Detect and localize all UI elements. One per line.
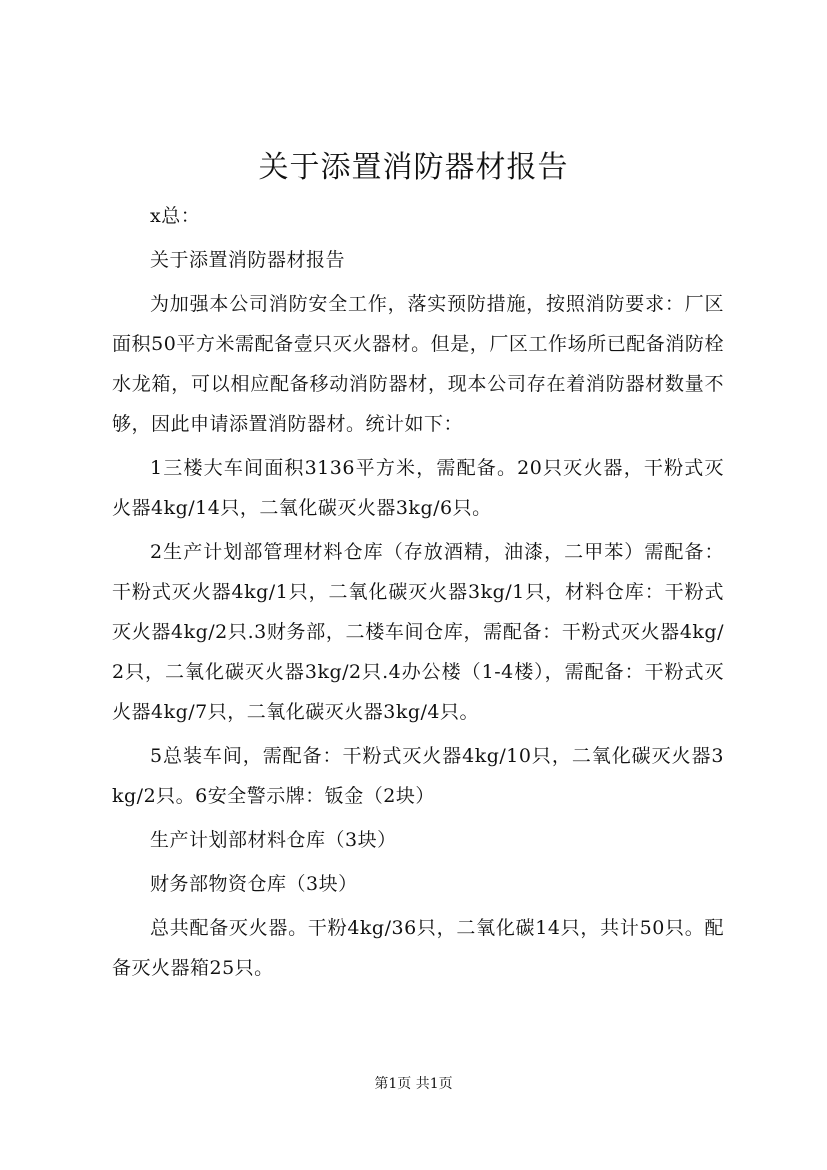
paragraph-item-5: 5总装车间，需配备：干粉式灭火器4kg/10只，二氧化碳灭火器3kg/2只。6安全警示牌：钣金（2块） (112, 745, 724, 807)
paragraph-summary: 总共配备灭火器。干粉4kg/36只，二氧化碳14只，共计50只。配备灭火器箱25只。 (112, 917, 724, 979)
paragraph-item-2: 2生产计划部管理材料仓库（存放酒精，油漆，二甲苯）需配备：干粉式灭火器4kg/1只，二氧化碳灭火器3kg/1只，材料仓库：干粉式灭火器4kg/2只.3财务部，二楼车间仓库，需配备：干粉式灭火器4kg/2只，二氧化碳灭火器3kg/2只.4办公楼（1-4楼），需配备：干粉式灭火器4kg/7只，二氧化碳灭火器3kg/4只。 (112, 541, 724, 723)
subject-line: 关于添置消防器材报告 (150, 249, 346, 271)
document-title: 关于添置消防器材报告 (258, 150, 569, 185)
paragraph-sign-2: 财务部物资仓库（3块） (150, 873, 358, 895)
salutation: x总： (150, 205, 201, 227)
paragraph-sign-1: 生产计划部材料仓库（3块） (150, 829, 397, 851)
paragraph-item-1: 1三楼大车间面积3136平方米，需配备。20只灭火器，干粉式灭火器4kg/14只，二氧化碳灭火器3kg/6只。 (112, 457, 724, 519)
paragraph-intro: 为加强本公司消防安全工作，落实预防措施，按照消防要求：厂区面积50平方米需配备壹只灭火器材。但是，厂区工作场所已配备消防栓水龙箱，可以相应配备移动消防器材，现本公司存在着消防器材数量不够，因此申请添置消防器材。统计如下： (112, 293, 724, 435)
document-body (112, 196, 724, 992)
page-footer: 第1页 共1页 (374, 1076, 453, 1092)
